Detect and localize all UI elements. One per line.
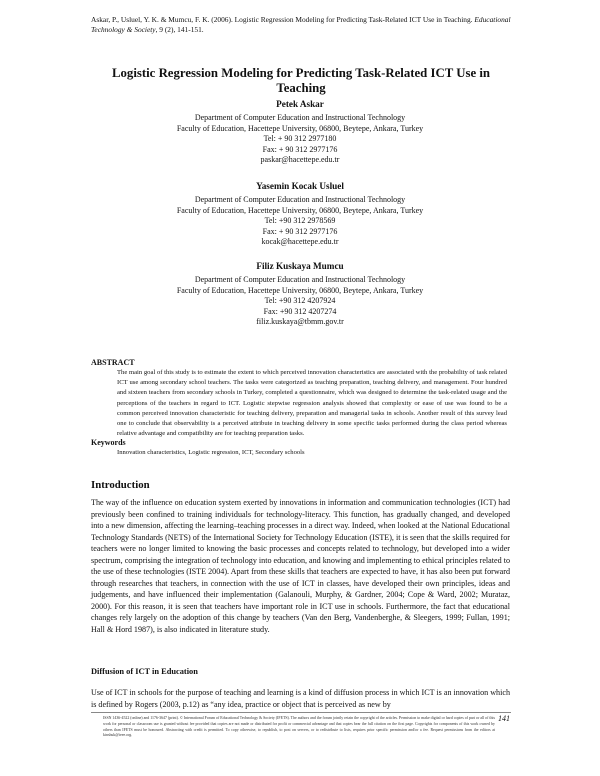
author-email[interactable]: paskar@hacettepe.edu.tr xyxy=(260,155,340,164)
author-department: Department of Computer Education and Instructional Technology xyxy=(194,275,406,284)
author-department: Department of Computer Education and Instructional Technology xyxy=(194,113,406,122)
author-block-1 xyxy=(80,99,520,166)
author-department: Department of Computer Education and Instructional Technology xyxy=(194,195,406,204)
author-faculty: Faculty of Education, Hacettepe University, 06800, Beytepe, Ankara, Turkey xyxy=(176,205,424,215)
author-name: Filiz Kuskaya Mumcu xyxy=(256,261,344,271)
journal-volume: , 9 (2), 141-151. xyxy=(155,24,204,34)
author-faculty: Faculty of Education, Hacettepe University, 06800, Beytepe, Ankara, Turkey xyxy=(176,285,424,295)
introduction-paragraph: The way of the influence on education system exerted by innovations in information and communication technologies (ICT) had previously been confined to training individuals for technology-literacy. This function, has gradually changed, and developed into a new dimension, affecting the learning–teaching processes in a direct way. Indeed, when looked at the National Educational Technology Standards (NETS) of the International Society for Technology Education (ISTE), it is seen that the skills required for teachers were no longer limited to knowing the basic processes and concepts related to technology, but developed into a wider spectrum, comprising the integration of technology into education, and knowing and implementing to ethical principles related to the use of these technologies (ISTE 2004). Apart from these skills that teachers are expected to have, it has also been put forward through researches that teachers, in connection with the use of ICT in classes, have developed their own principles, ideas and judgements, and have influenced their implementation (Galanouli, Murphy, & Gardner, 2004; Cope & Ward, 2002; Murataz, 2000). For this reason, it is seen that teachers have important role in ICT use in schools. Furthermore, the fact that educational changes rely largely on the adoption of this change by teachers (Van den Berg, Vandenberghe, & Sleegers, 1999; Fullan, 1991; Hall & Hord 1987), is also indicated in literature study. xyxy=(91,498,510,635)
author-email[interactable]: filiz.kuskaya@tbmm.gov.tr xyxy=(256,317,344,326)
author-email[interactable]: kocak@hacettepe.edu.tr xyxy=(261,237,339,246)
abstract-heading: ABSTRACT xyxy=(91,358,135,367)
running-header xyxy=(91,15,511,34)
author-block-3 xyxy=(80,261,520,328)
introduction-heading: Introduction xyxy=(91,479,150,491)
citation-text: Askar, P., Usluel, Y. K. & Mumcu, F. K. (2006). Logistic Regression Modeling for Predicting Task-Related ICT Use in Teaching. xyxy=(91,15,473,24)
diffusion-paragraph: Use of ICT in schools for the purpose of teaching and learning is a kind of diffusion process in which ICT is an innovation which is defined by Rogers (2003, p.12) as “any idea, practice or object that is perceived as new by xyxy=(91,688,510,709)
author-block-2 xyxy=(80,181,520,248)
author-tel: Tel: +90 312 2978569 xyxy=(264,216,336,225)
copyright-notice: ISSN 1436-4522 (online) and 1176-3647 (print). © International Forum of Educational Technology & Society (IFETS). The authors and the forum jointly retain the copyright of the articles. Permission to make digital or hard copies of part or all of this work for personal or classroom use is granted without fee provided that copies are not made or distributed for profit or commercial advantage and that copies bear the full citation on the first page. Copyrights for components of this work owned by others than IFETS must be honoured. Abstracting with credit is permitted. To copy otherwise, to republish, to post on servers, or to redistribute to lists, requires prior specific permission and/or a fee. Request permissions from the editors at kinshuk@ieee.org. xyxy=(103,716,495,738)
author-name: Petek Askar xyxy=(276,99,324,109)
page-number: 141 xyxy=(498,714,510,723)
author-name: Yasemin Kocak Usluel xyxy=(256,181,344,191)
diffusion-heading: Diffusion of ICT in Education xyxy=(91,667,198,676)
author-fax: Fax: +90 312 4207274 xyxy=(263,306,337,316)
author-faculty: Faculty of Education, Hacettepe University, 06800, Beytepe, Ankara, Turkey xyxy=(176,123,424,133)
author-fax: Fax: + 90 312 2977176 xyxy=(262,144,338,154)
author-tel: Tel: + 90 312 2977180 xyxy=(263,134,337,143)
footer-divider xyxy=(91,712,511,713)
abstract-text: The main goal of this study is to estimate the extent to which perceived innovation characteristics are associated with the probability of task related ICT use among secondary school teachers. The tasks were categorized as teaching preparation, teaching delivery, and management. Four hundred and sixteen teachers from secondary schools in Turkey, completed a questionnaire, which was designed to determine the task-related usage and the perceptions of the teachers in regard to ICT. Logistic stepwise regression analysis showed that complexity or ease of use was found to be a common perceived innovation characteristic for teaching delivery, preparation and managerial tasks in schools. Another result of this survey lead one to conclude that observability is a perceived attribute in teaching delivery in some specific tasks performed during the class period whereas relative advantage and compatibility are for teaching preparation tasks. xyxy=(117,369,507,438)
keywords-heading: Keywords xyxy=(91,438,126,447)
journal-name: Educational Technology & Society xyxy=(91,15,511,34)
keywords-text: Innovation characteristics, Logistic regression, ICT, Secondary schools xyxy=(117,449,305,456)
author-fax: Fax: + 90 312 2977176 xyxy=(262,226,338,236)
author-tel: Tel: +90 312 4207924 xyxy=(264,296,336,305)
paper-title: Logistic Regression Modeling for Predicting Task-Related ICT Use in Teaching xyxy=(112,66,490,95)
